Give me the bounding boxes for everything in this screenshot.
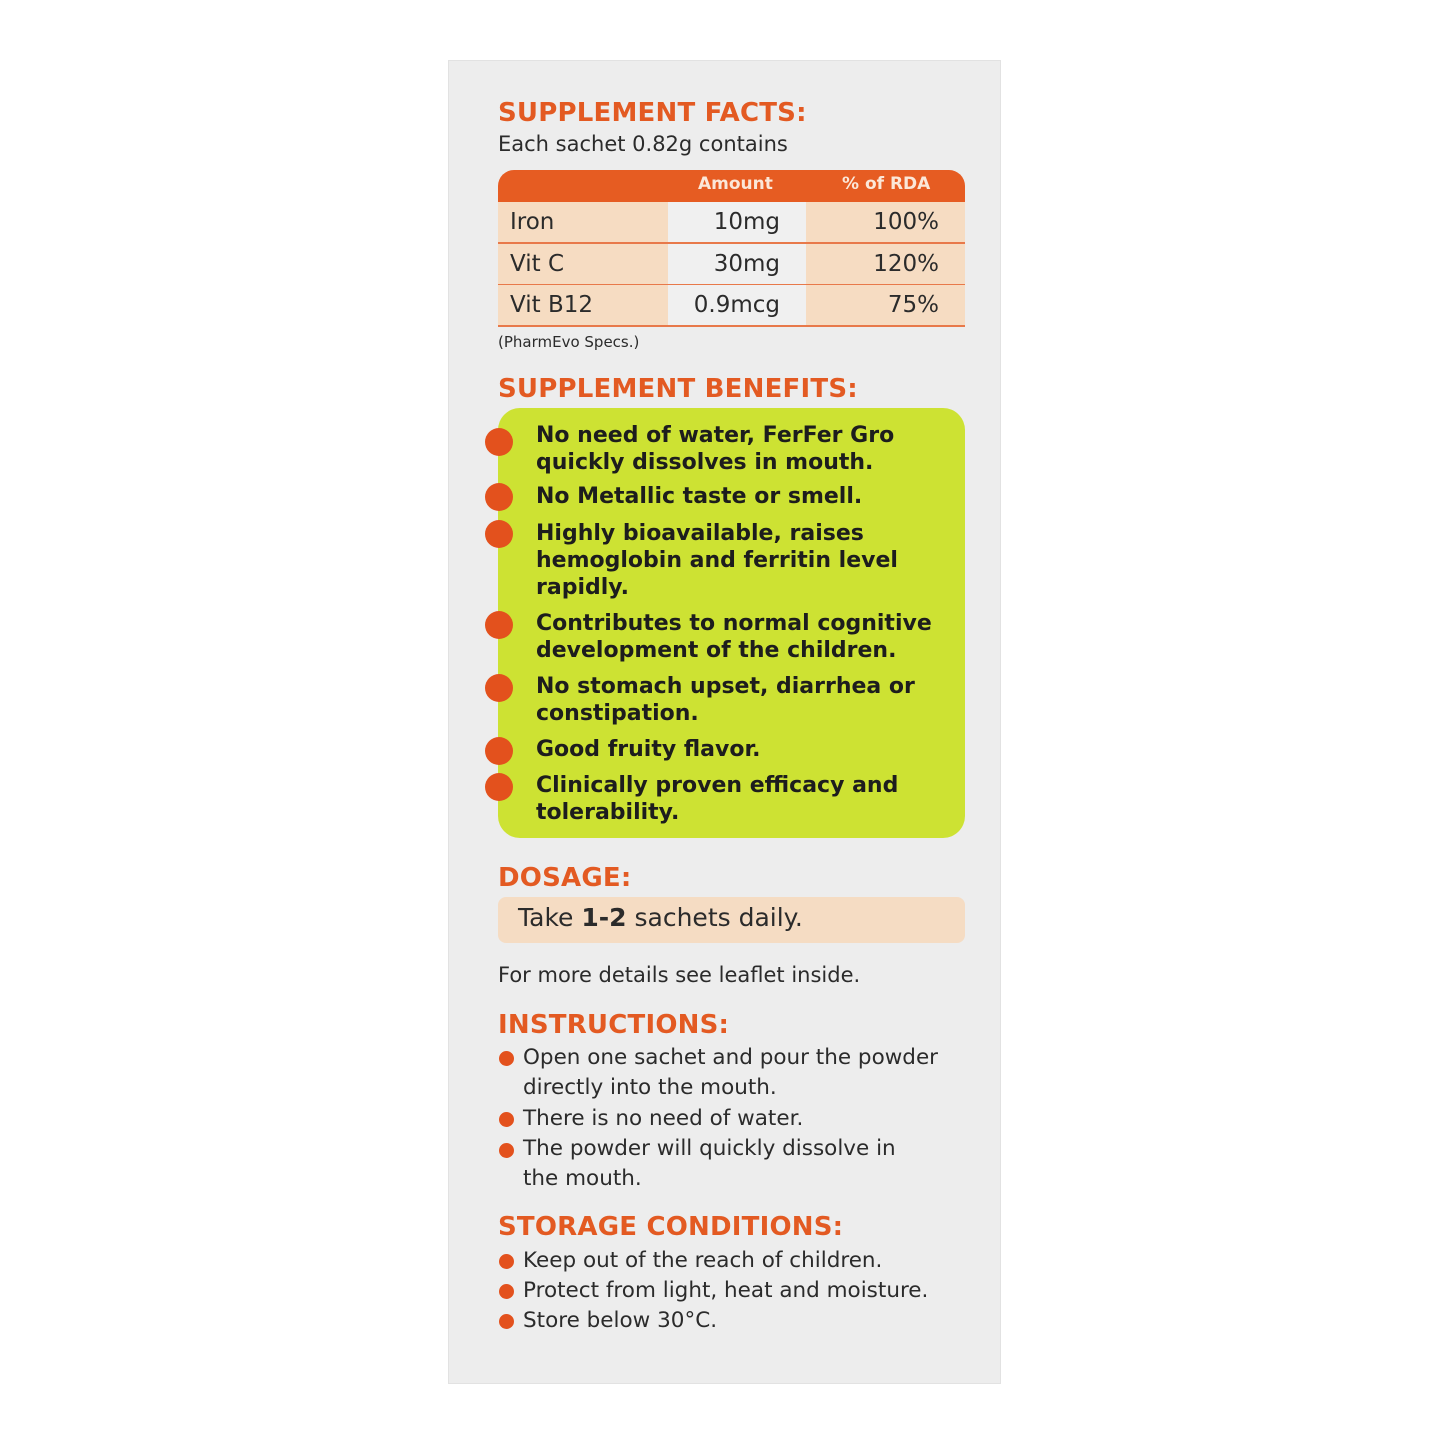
- nutrient-amount: 0.9mcg: [668, 285, 806, 325]
- bullet-icon: [485, 520, 513, 548]
- bullet-icon: [499, 1284, 514, 1299]
- bullet-icon: [485, 737, 513, 765]
- dosage-amount: 1-2: [581, 903, 627, 932]
- dosage-suffix: sachets daily.: [634, 903, 803, 932]
- benefit-item: No stomach upset, diarrhea or constipation.: [536, 674, 915, 726]
- benefit-item: Highly bioavailable, raises hemoglobin and ferritin level rapidly.: [536, 521, 898, 600]
- bullet-icon: [485, 483, 513, 511]
- bullet-icon: [499, 1254, 514, 1269]
- facts-row-vit-c: [498, 244, 965, 286]
- leaflet-note: For more details see leaflet inside.: [498, 963, 861, 987]
- benefit-item: Good fruity flavor.: [536, 737, 761, 762]
- bullet-icon: [499, 1051, 514, 1066]
- nutrient-amount: 10mg: [668, 202, 806, 242]
- instruction-item: Open one sachet and pour the powder directly into the mouth.: [523, 1045, 939, 1100]
- bullet-icon: [485, 611, 513, 639]
- facts-row-iron: [498, 202, 965, 244]
- bullet-icon: [499, 1314, 514, 1329]
- nutrient-rda: 120%: [806, 244, 965, 284]
- bullet-icon: [499, 1112, 514, 1127]
- amount-column-header: Amount: [698, 174, 773, 194]
- storage-item: Protect from light, heat and moisture.: [523, 1278, 929, 1303]
- supplement-benefits-heading: SUPPLEMENT BENEFITS:: [498, 374, 858, 404]
- dosage-text: [518, 903, 803, 932]
- rda-column-header: % of RDA: [842, 174, 931, 194]
- benefit-item: No need of water, FerFer Gro quickly dissolves in mouth.: [536, 423, 895, 475]
- specs-note: (PharmEvo Specs.): [498, 333, 640, 351]
- storage-item: Store below 30°C.: [523, 1308, 718, 1333]
- nutrient-name: Vit B12: [498, 285, 668, 325]
- bullet-icon: [485, 773, 513, 801]
- instruction-item: The powder will quickly dissolve in the mouth.: [523, 1136, 896, 1191]
- bullet-icon: [499, 1143, 514, 1158]
- benefit-item: Contributes to normal cognitive development of the children.: [536, 611, 932, 663]
- nutrient-name: Iron: [498, 202, 668, 242]
- benefit-item: No Metallic taste or smell.: [536, 484, 863, 509]
- nutrient-rda: 100%: [806, 202, 965, 242]
- storage-heading: STORAGE CONDITIONS:: [498, 1212, 844, 1242]
- supplement-facts-heading: SUPPLEMENT FACTS:: [498, 98, 807, 128]
- bullet-icon: [485, 674, 513, 702]
- benefit-item: Clinically proven efficacy and tolerability.: [536, 773, 899, 825]
- storage-item: Keep out of the reach of children.: [523, 1248, 883, 1273]
- instructions-heading: INSTRUCTIONS:: [498, 1010, 730, 1040]
- nutrient-amount: 30mg: [668, 244, 806, 284]
- instruction-item: There is no need of water.: [523, 1106, 804, 1131]
- dosage-prefix: Take: [518, 903, 574, 932]
- sachet-contents-text: Each sachet 0.82g contains: [498, 132, 788, 156]
- dosage-heading: DOSAGE:: [498, 863, 632, 893]
- nutrient-rda: 75%: [806, 285, 965, 325]
- bullet-icon: [485, 428, 513, 456]
- nutrient-name: Vit C: [498, 244, 668, 284]
- facts-row-vit-b12: [498, 285, 965, 327]
